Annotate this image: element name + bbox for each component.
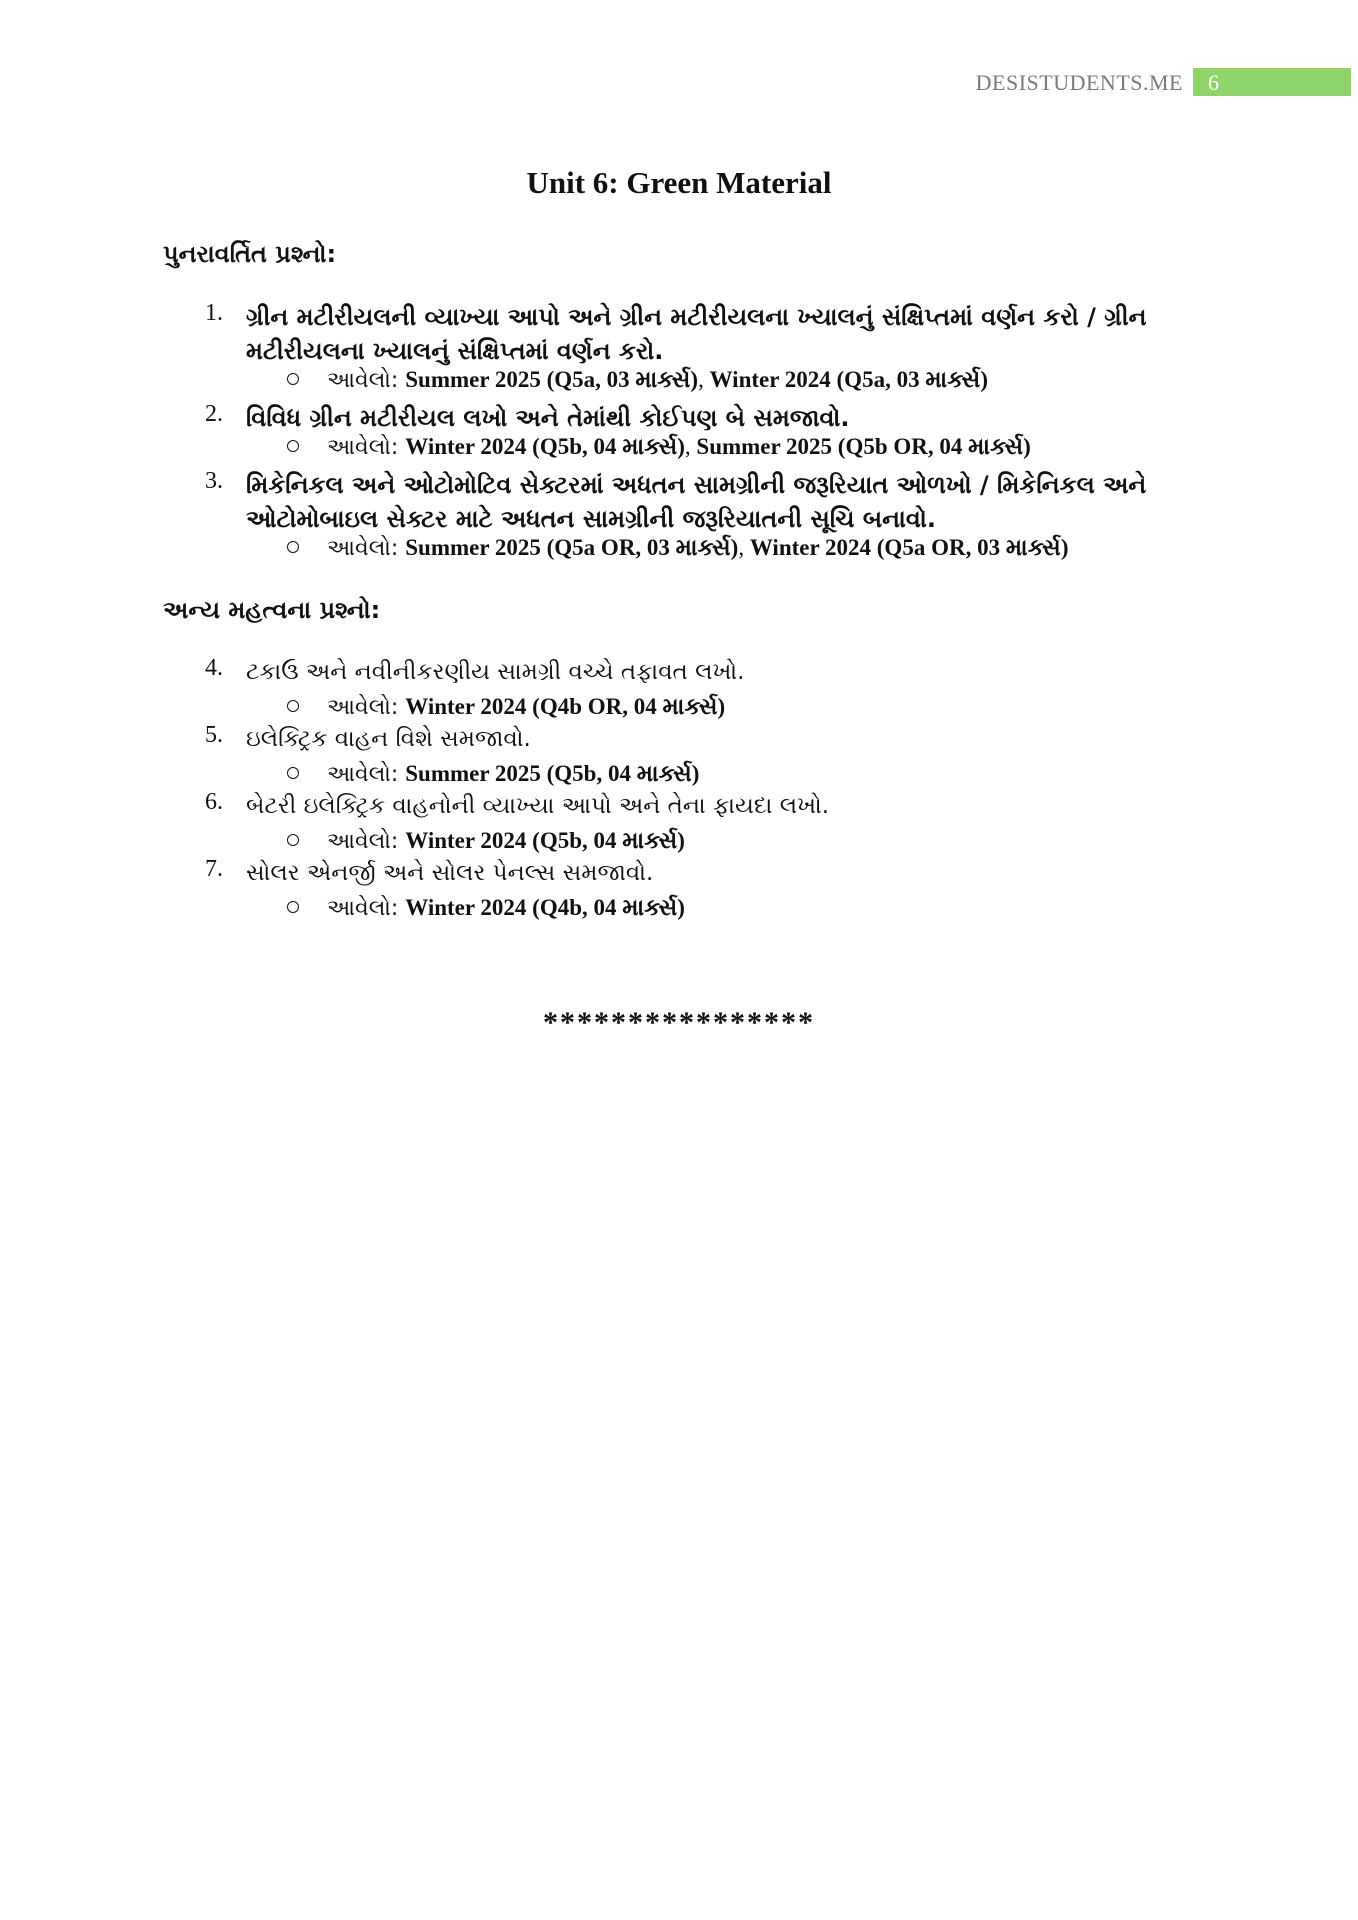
asked-separator: , xyxy=(698,367,710,392)
asked-label: આવેલો: xyxy=(327,762,406,787)
page-header xyxy=(0,68,1358,96)
asked-info xyxy=(0,895,1358,925)
question-text: ગ્રીન મટીરીયલની વ્યાખ્યા આપો અને ગ્રીન મટીરીયલના ખ્યાલનું સંક્ષિપ્તમાં વર્ણન કરો / ગ્રીન મટીરીયલના ખ્યાલનું સંક્ષિપ્તમાં વર્ણન કરો. xyxy=(246,303,1147,365)
asked-info xyxy=(0,694,1358,724)
asked-exam-1: Winter 2024 (Q5b, 04 માર્ક્સ) xyxy=(405,434,685,459)
question-text: વિવિધ ગ્રીન મટીરીયલ લખો અને તેમાંથી કોઈપણ બે સમજાવો. xyxy=(246,404,850,432)
asked-info xyxy=(0,367,1358,397)
question-number: 5. xyxy=(205,722,223,748)
circle-bullet-icon xyxy=(287,767,299,779)
question-number: 3. xyxy=(205,468,223,494)
page-title: Unit 6: Green Material xyxy=(526,165,832,200)
question-text: મિકેનિકલ અને ઓટોમોટિવ સેક્ટરમાં અધતન સામગ્રીની જરૂરિયાત ઓળખો / મિકેનિકલ અને ઓટોમોબાઇલ સેક્ટર માટે અધતન સામગ્રીની જરૂરિયાતની સૂચિ બનાવો. xyxy=(246,471,1147,533)
circle-bullet-icon xyxy=(287,373,299,385)
asked-label: આવેલો: xyxy=(327,368,406,393)
asked-exam-1: Summer 2025 (Q5b, 04 માર્ક્સ) xyxy=(405,761,700,786)
question-number: 2. xyxy=(205,401,223,427)
question-text: ઇલેક્ટ્રિક વાહન વિશે સમજાવો. xyxy=(246,726,531,752)
page-number: 6 xyxy=(1208,70,1219,95)
asked-label: આવેલો: xyxy=(327,896,406,921)
page-number-box xyxy=(1193,68,1351,96)
circle-bullet-icon xyxy=(287,700,299,712)
asked-label: આવેલો: xyxy=(327,695,406,720)
asked-info xyxy=(0,828,1358,858)
question-text: બેટરી ઇલેક્ટ્રિક વાહનોની વ્યાખ્યા આપો અને તેના ફાયદા લખો. xyxy=(246,793,830,819)
asked-label: આવેલો: xyxy=(327,536,406,561)
question-number: 6. xyxy=(205,789,223,815)
asked-exam-1: Winter 2024 (Q5b, 04 માર્ક્સ) xyxy=(405,828,685,853)
asked-label: આવેલો: xyxy=(327,435,406,460)
question-number: 7. xyxy=(205,856,223,882)
asked-exam-1: Summer 2025 (Q5a, 03 માર્ક્સ) xyxy=(405,367,699,392)
asked-label: આવેલો: xyxy=(327,829,406,854)
asked-separator: , xyxy=(684,434,697,459)
end-separator: **************** xyxy=(543,1006,815,1039)
asked-exam-2: Winter 2024 (Q5a, 03 માર્ક્સ) xyxy=(709,367,988,392)
asked-exam-2: Winter 2024 (Q5a OR, 03 માર્ક્સ) xyxy=(749,535,1069,560)
circle-bullet-icon xyxy=(287,834,299,846)
asked-exam-1: Winter 2024 (Q4b OR, 04 માર્ક્સ) xyxy=(405,694,726,719)
question-number: 4. xyxy=(205,655,223,681)
section-heading-repeated: પુનરાવર્તિત પ્રશ્નો: xyxy=(163,240,337,268)
asked-info xyxy=(0,535,1358,565)
question-number: 1. xyxy=(205,300,223,326)
asked-exam-1: Winter 2024 (Q4b, 04 માર્ક્સ) xyxy=(405,895,685,920)
circle-bullet-icon xyxy=(287,440,299,452)
asked-info xyxy=(0,761,1358,791)
asked-info xyxy=(0,434,1358,464)
question-text: ટકાઉ અને નવીનીકરણીય સામગ્રી વચ્ચે તફાવત લખો. xyxy=(246,659,745,685)
question-text: સોલર એનર્જી અને સોલર પેનલ્સ સમજાવો. xyxy=(246,860,654,886)
asked-exam-1: Summer 2025 (Q5a OR, 03 માર્ક્સ) xyxy=(405,535,739,560)
site-name: DESISTUDENTS.ME xyxy=(975,70,1183,95)
circle-bullet-icon xyxy=(287,901,299,913)
section-heading-other: અન્ય મહત્વના પ્રશ્નો: xyxy=(163,596,381,624)
asked-separator: , xyxy=(738,535,750,560)
circle-bullet-icon xyxy=(287,541,299,553)
asked-exam-2: Summer 2025 (Q5b OR, 04 માર્ક્સ) xyxy=(696,434,1031,459)
